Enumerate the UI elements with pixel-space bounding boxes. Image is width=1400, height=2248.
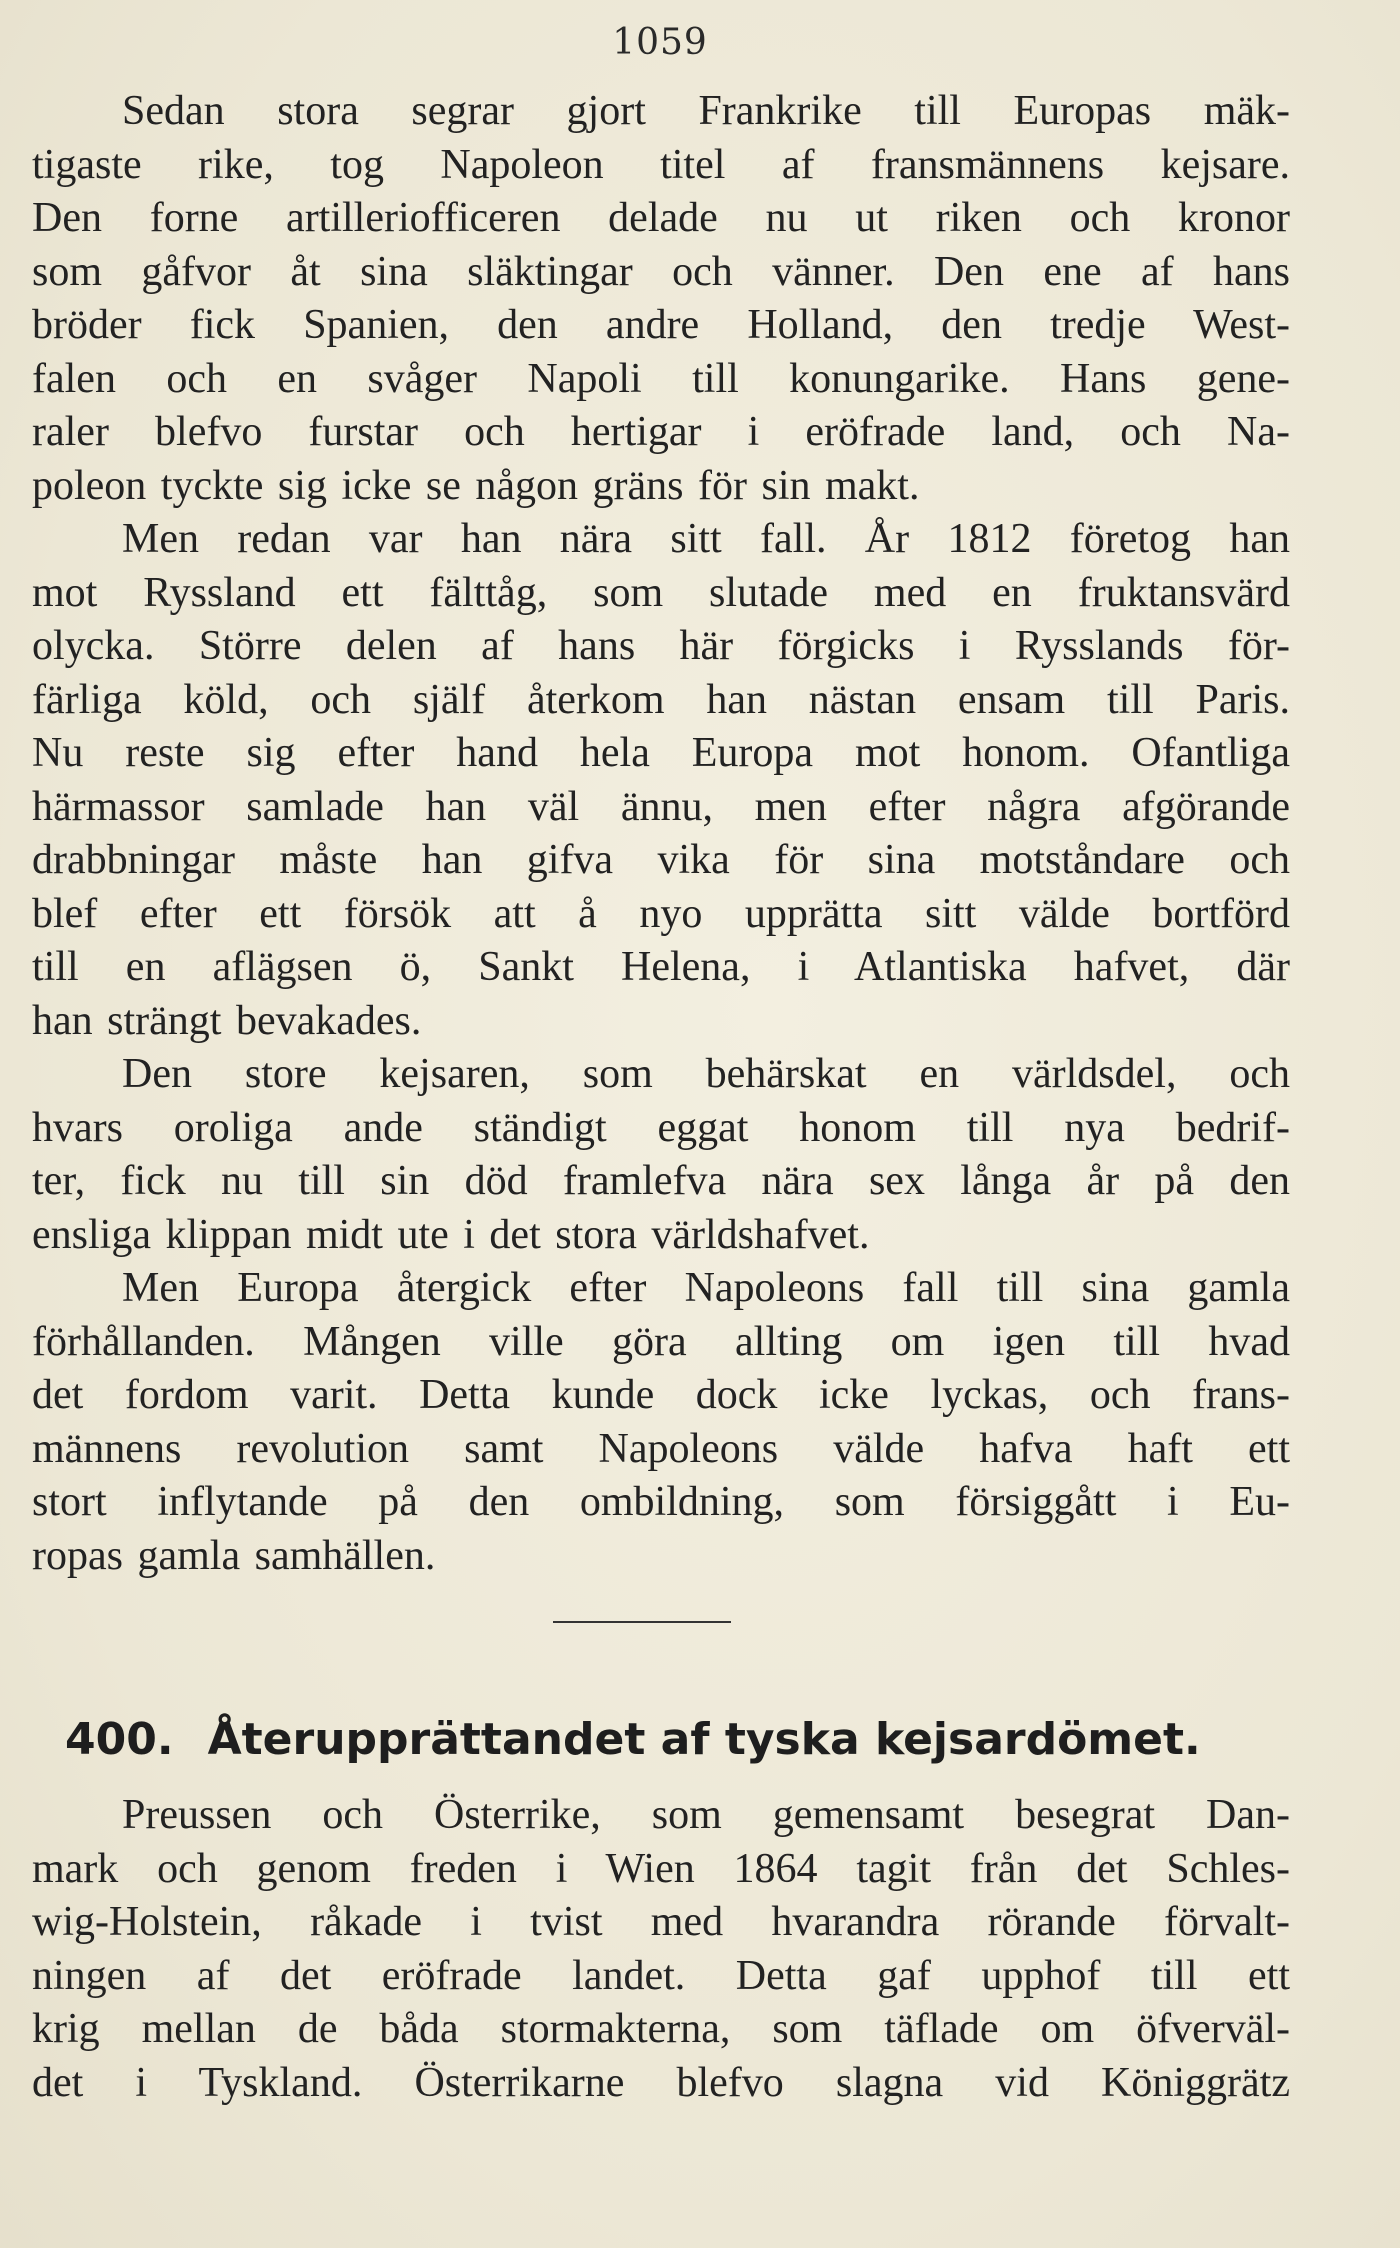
text-line: Sedan stora segrar gjort Frankrike till Europas mäk- — [122, 88, 1290, 134]
text-line: poleon tyckte sig icke se någon gräns för sin makt. — [32, 462, 920, 509]
section-title: Återupprättandet af tyska kejsardömet. — [207, 1714, 1201, 1765]
text-line: ensliga klippan midt ute i det stora världshafvet. — [32, 1211, 870, 1258]
text-line: ropas gamla samhällen. — [32, 1532, 436, 1579]
text-line: Nu reste sig efter hand hela Europa mot honom. Ofantliga — [32, 730, 1290, 776]
text-line: Den forne artilleriofficeren delade nu ut riken och kronor — [32, 195, 1290, 241]
text-line: förhållanden. Mången ville göra allting om igen till hvad — [32, 1318, 1290, 1365]
text-line: Den store kejsaren, som behärskat en världsdel, och — [122, 1051, 1290, 1097]
page-number: 1059 — [612, 22, 708, 63]
text-line: raler blefvo furstar och hertigar i eröfrade land, och Na- — [32, 409, 1290, 455]
text-line: krig mellan de båda stormakterna, som täflade om öfverväl- — [32, 2006, 1290, 2052]
text-line: wig-Holstein, råkade i tvist med hvarandra rörande förvalt- — [32, 1899, 1290, 1945]
section-number: 400. — [65, 1714, 174, 1765]
section-divider — [553, 1621, 731, 1623]
text-line: till en aflägsen ö, Sankt Helena, i Atlantiska hafvet, där — [32, 944, 1290, 990]
text-line: ningen af det eröfrade landet. Detta gaf upphof till ett — [32, 1952, 1290, 1999]
section-heading — [65, 1714, 1295, 1765]
text-line: männens revolution samt Napoleons välde hafva haft ett — [32, 1425, 1290, 1472]
text-line: mot Ryssland ett fälttåg, som slutade med en fruktansvärd — [32, 569, 1290, 616]
text-line: han strängt bevakades. — [32, 997, 422, 1044]
text-line: färliga köld, och själf återkom han nästan ensam till Paris. — [32, 676, 1290, 723]
text-line: stort inflytande på den ombildning, som försiggått i Eu- — [32, 1479, 1290, 1525]
text-line: Men redan var han nära sitt fall. År 1812 företog han — [122, 516, 1290, 562]
text-line: härmassor samlade han väl ännu, men efter några afgörande — [32, 783, 1290, 830]
text-line: falen och en svåger Napoli till konungarike. Hans gene- — [32, 355, 1290, 402]
text-line: bröder fick Spanien, den andre Holland, den tredje West- — [32, 302, 1290, 348]
text-line: blef efter ett försök att å nyo upprätta sitt välde bortförd — [32, 890, 1290, 937]
text-line: Preussen och Österrike, som gemensamt besegrat Dan- — [122, 1792, 1290, 1838]
text-line: ter, fick nu till sin död framlefva nära sex långa år på den — [32, 1158, 1290, 1204]
text-line: drabbningar måste han gifva vika för sina motståndare och — [32, 837, 1290, 883]
section-text-block — [32, 1789, 1290, 2110]
main-text-block — [32, 85, 1290, 1583]
text-line: Men Europa återgick efter Napoleons fall till sina gamla — [122, 1265, 1290, 1311]
text-line: som gåfvor åt sina släktingar och vänner. Den ene af hans — [32, 248, 1290, 295]
text-line: hvars oroliga ande ständigt eggat honom till nya bedrif- — [32, 1104, 1290, 1151]
text-line: tigaste rike, tog Napoleon titel af fransmännens kejsare. — [32, 141, 1290, 188]
text-line: mark och genom freden i Wien 1864 tagit från det Schles- — [32, 1845, 1290, 1892]
text-line: det fordom varit. Detta kunde dock icke lyckas, och frans- — [32, 1372, 1290, 1418]
text-line: olycka. Större delen af hans här förgicks i Rysslands för- — [32, 623, 1290, 669]
text-line: det i Tyskland. Österrikarne blefvo slagna vid Königgrätz — [32, 2059, 1290, 2106]
